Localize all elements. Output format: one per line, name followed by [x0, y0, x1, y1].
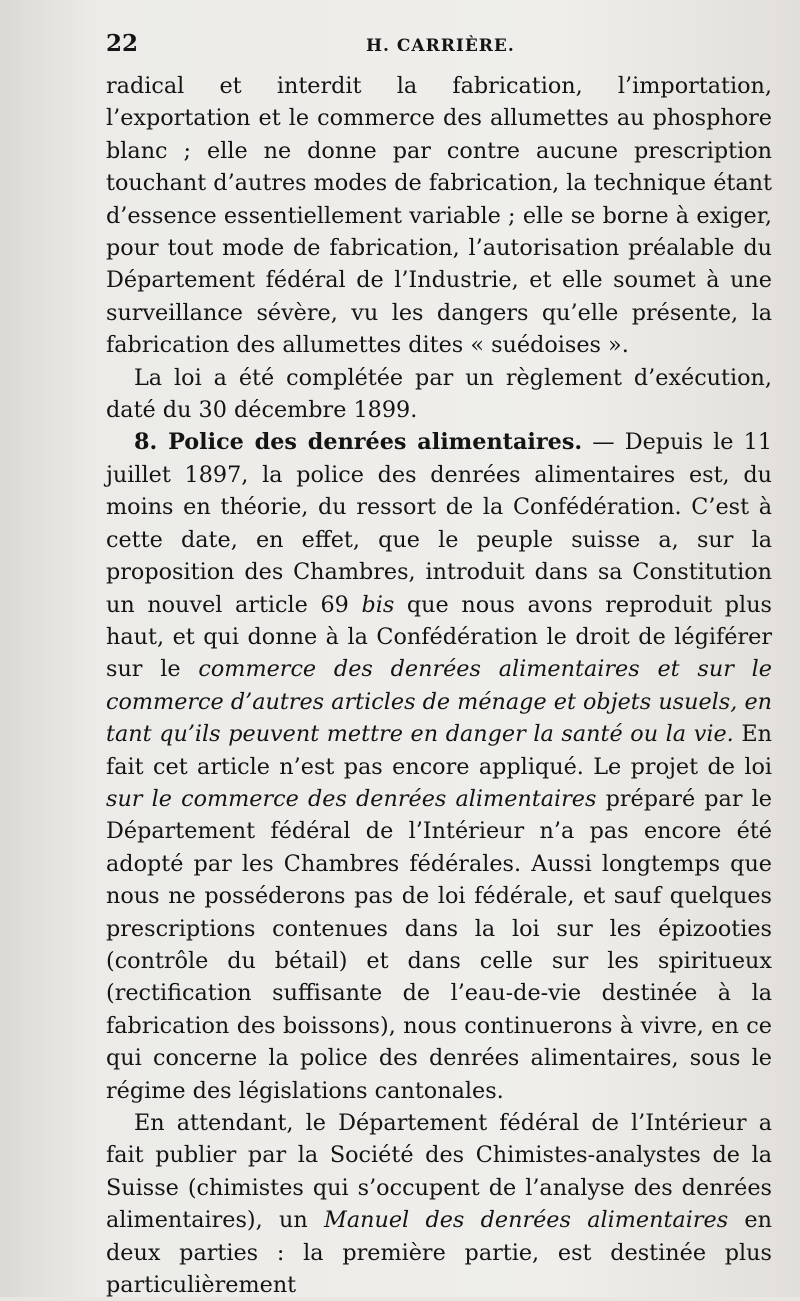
text-run: que nous avons reproduit plus haut, et qui donne à la Confédération le droit de légiférer sur le: [106, 591, 772, 683]
italic-run: sur le commerce des denrées alimentaires: [106, 785, 597, 812]
section-heading: 8. Police des denrées alimentaires.: [134, 429, 583, 456]
paragraph-continued: radical et interdit la fabrication, l’importation, l’exportation et le commerce des allumettes au phosphore blanc ; elle ne donne par contre aucune prescription touchant d’autres modes de fabrication, la technique étant d’essence essentiellement variable ; elle se borne à exiger, pour tout mode de fabrication, l’autorisation préalable du Département fédéral de l’Industrie, et elle soumet à une surveillance sévère, vu les dangers qu’elle présente, la fabrication des allumettes dites « suédoises ».: [106, 73, 772, 359]
italic-run: bis: [361, 591, 395, 618]
paragraph-reglement: La loi a été complétée par un règlement d’exécution, daté du 30 décembre 1899.: [106, 364, 772, 424]
italic-run: commerce des denrées alimentaires et sur le commerce d’autres articles de ménage et objets usuels, en tant qu’ils peuvent mettre en danger la santé ou la vie.: [106, 656, 772, 748]
text-run: En fait cet article n’est pas encore appliqué. Le projet de loi: [106, 721, 772, 780]
text-run: En attendant, le Département fédéral de l’Intérieur a fait publier par la Société des Chimistes-analystes de la Suisse (chimistes qui s’occupent de l’analyse des denrées alimentaires), un: [106, 1110, 772, 1234]
page-number: 22: [106, 30, 139, 57]
page-header: [106, 30, 772, 70]
paragraph-manuel: [106, 1107, 772, 1301]
text-run: en deux parties : la première partie, est destinée plus particulièrement: [106, 1207, 772, 1299]
body-text: [106, 70, 772, 1301]
paragraph-police-denrees: [106, 426, 772, 1107]
text-run: préparé par le Département fédéral de l’Intérieur n’a pas encore été adopté par les Chambres fédérales. Aussi longtemps que nous ne posséderons pas de loi fédérale, et sauf quelques prescriptions contenues dans la loi sur les épizooties (contrôle du bétail) et dans celle sur les spiritueux (rectification suffisante de l’eau-de-vie destinée à la fabrication des boissons), nous continuerons à vivre, en ce qui concerne la police des denrées alimentaires, sous le régime des législations cantonales.: [106, 785, 772, 1104]
running-head: H. CARRIÈRE.: [366, 36, 515, 56]
text-run: — Depuis le 11 juillet 1897, la police des denrées alimentaires est, du moins en théorie, du ressort de la Confédération. C’est à cette date, en effet, que le peuple suisse a, sur la proposition des Chambres, introduit dans sa Constitution un nouvel article 69: [106, 429, 772, 618]
italic-run: Manuel des denrées alimentaires: [324, 1207, 729, 1234]
